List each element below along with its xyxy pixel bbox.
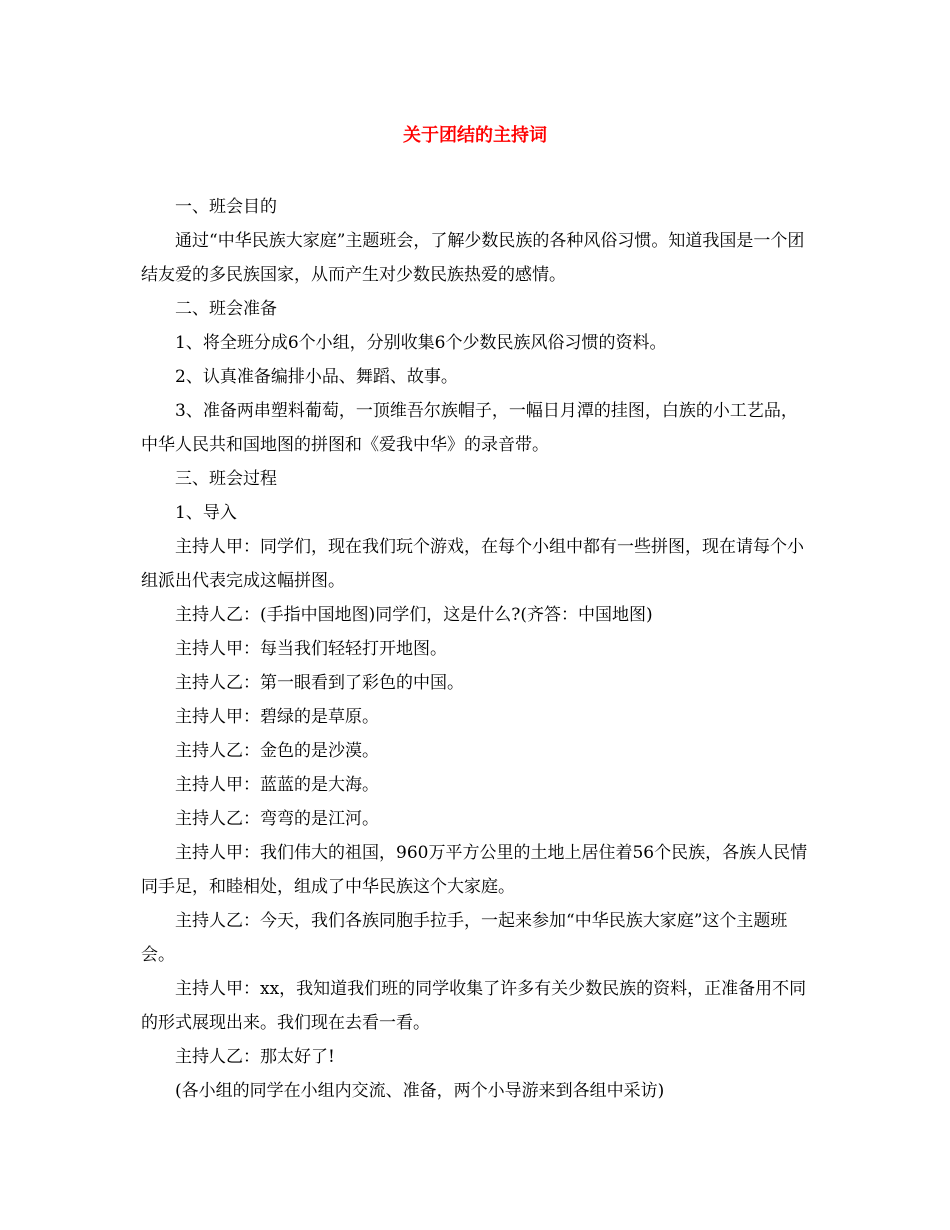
dialogue-line: 主持人乙：那太好了! (175, 1047, 335, 1067)
dialogue-line: 主持人甲：碧绿的是草原。 (175, 707, 379, 727)
dialogue-line: 主持人乙：金色的是沙漠。 (175, 741, 379, 761)
document-body (141, 190, 813, 1108)
section-heading-preparation: 二、班会准备 (175, 299, 277, 319)
document-title: 关于团结的主持词 (403, 125, 547, 146)
stage-direction: (各小组的同学在小组内交流、准备，两个小导游来到各组中采访) (175, 1081, 665, 1101)
dialogue-line: 主持人甲：每当我们轻轻打开地图。 (175, 639, 447, 659)
dialogue-line: 主持人甲：xx，我知道我们班的同学收集了许多有关少数民族的资料，正准备用不同的形式展现出来。我们现在去看一看。 (141, 979, 807, 1033)
section-heading-process: 三、班会过程 (175, 469, 277, 489)
dialogue-line: 主持人甲：同学们，现在我们玩个游戏，在每个小组中都有一些拼图，现在请每个小组派出代表完成这幅拼图。 (141, 537, 804, 591)
paragraph: 1、将全班分成6个小组，分别收集6个少数民族风俗习惯的资料。 (175, 333, 667, 353)
paragraph: 通过“中华民族大家庭”主题班会，了解少数民族的各种风俗习惯。知道我国是一个团结友爱的多民族国家，从而产生对少数民族热爱的感情。 (141, 231, 805, 285)
dialogue-line: 主持人乙：第一眼看到了彩色的中国。 (175, 673, 464, 693)
dialogue-line: 主持人甲：我们伟大的祖国，960万平方公里的土地上居住着56个民族，各族人民情同手足，和睦相处，组成了中华民族这个大家庭。 (141, 843, 808, 897)
section-heading-purpose: 一、班会目的 (175, 197, 277, 217)
subsection-heading-intro: 1、导入 (175, 503, 237, 523)
paragraph: 3、准备两串塑料葡萄，一顶维吾尔族帽子，一幅日月潭的挂图，白族的小工艺品，中华人民共和国地图的拼图和《爱我中华》的录音带。 (141, 401, 798, 455)
dialogue-line: 主持人乙：今天，我们各族同胞手拉手，一起来参加“中华民族大家庭”这个主题班会。 (141, 911, 788, 965)
dialogue-line: 主持人乙：(手指中国地图)同学们，这是什么?(齐答：中国地图) (175, 605, 653, 625)
dialogue-line: 主持人乙：弯弯的是江河。 (175, 809, 379, 829)
paragraph: 2、认真准备编排小品、舞蹈、故事。 (175, 367, 458, 387)
dialogue-line: 主持人甲：蓝蓝的是大海。 (175, 775, 379, 795)
